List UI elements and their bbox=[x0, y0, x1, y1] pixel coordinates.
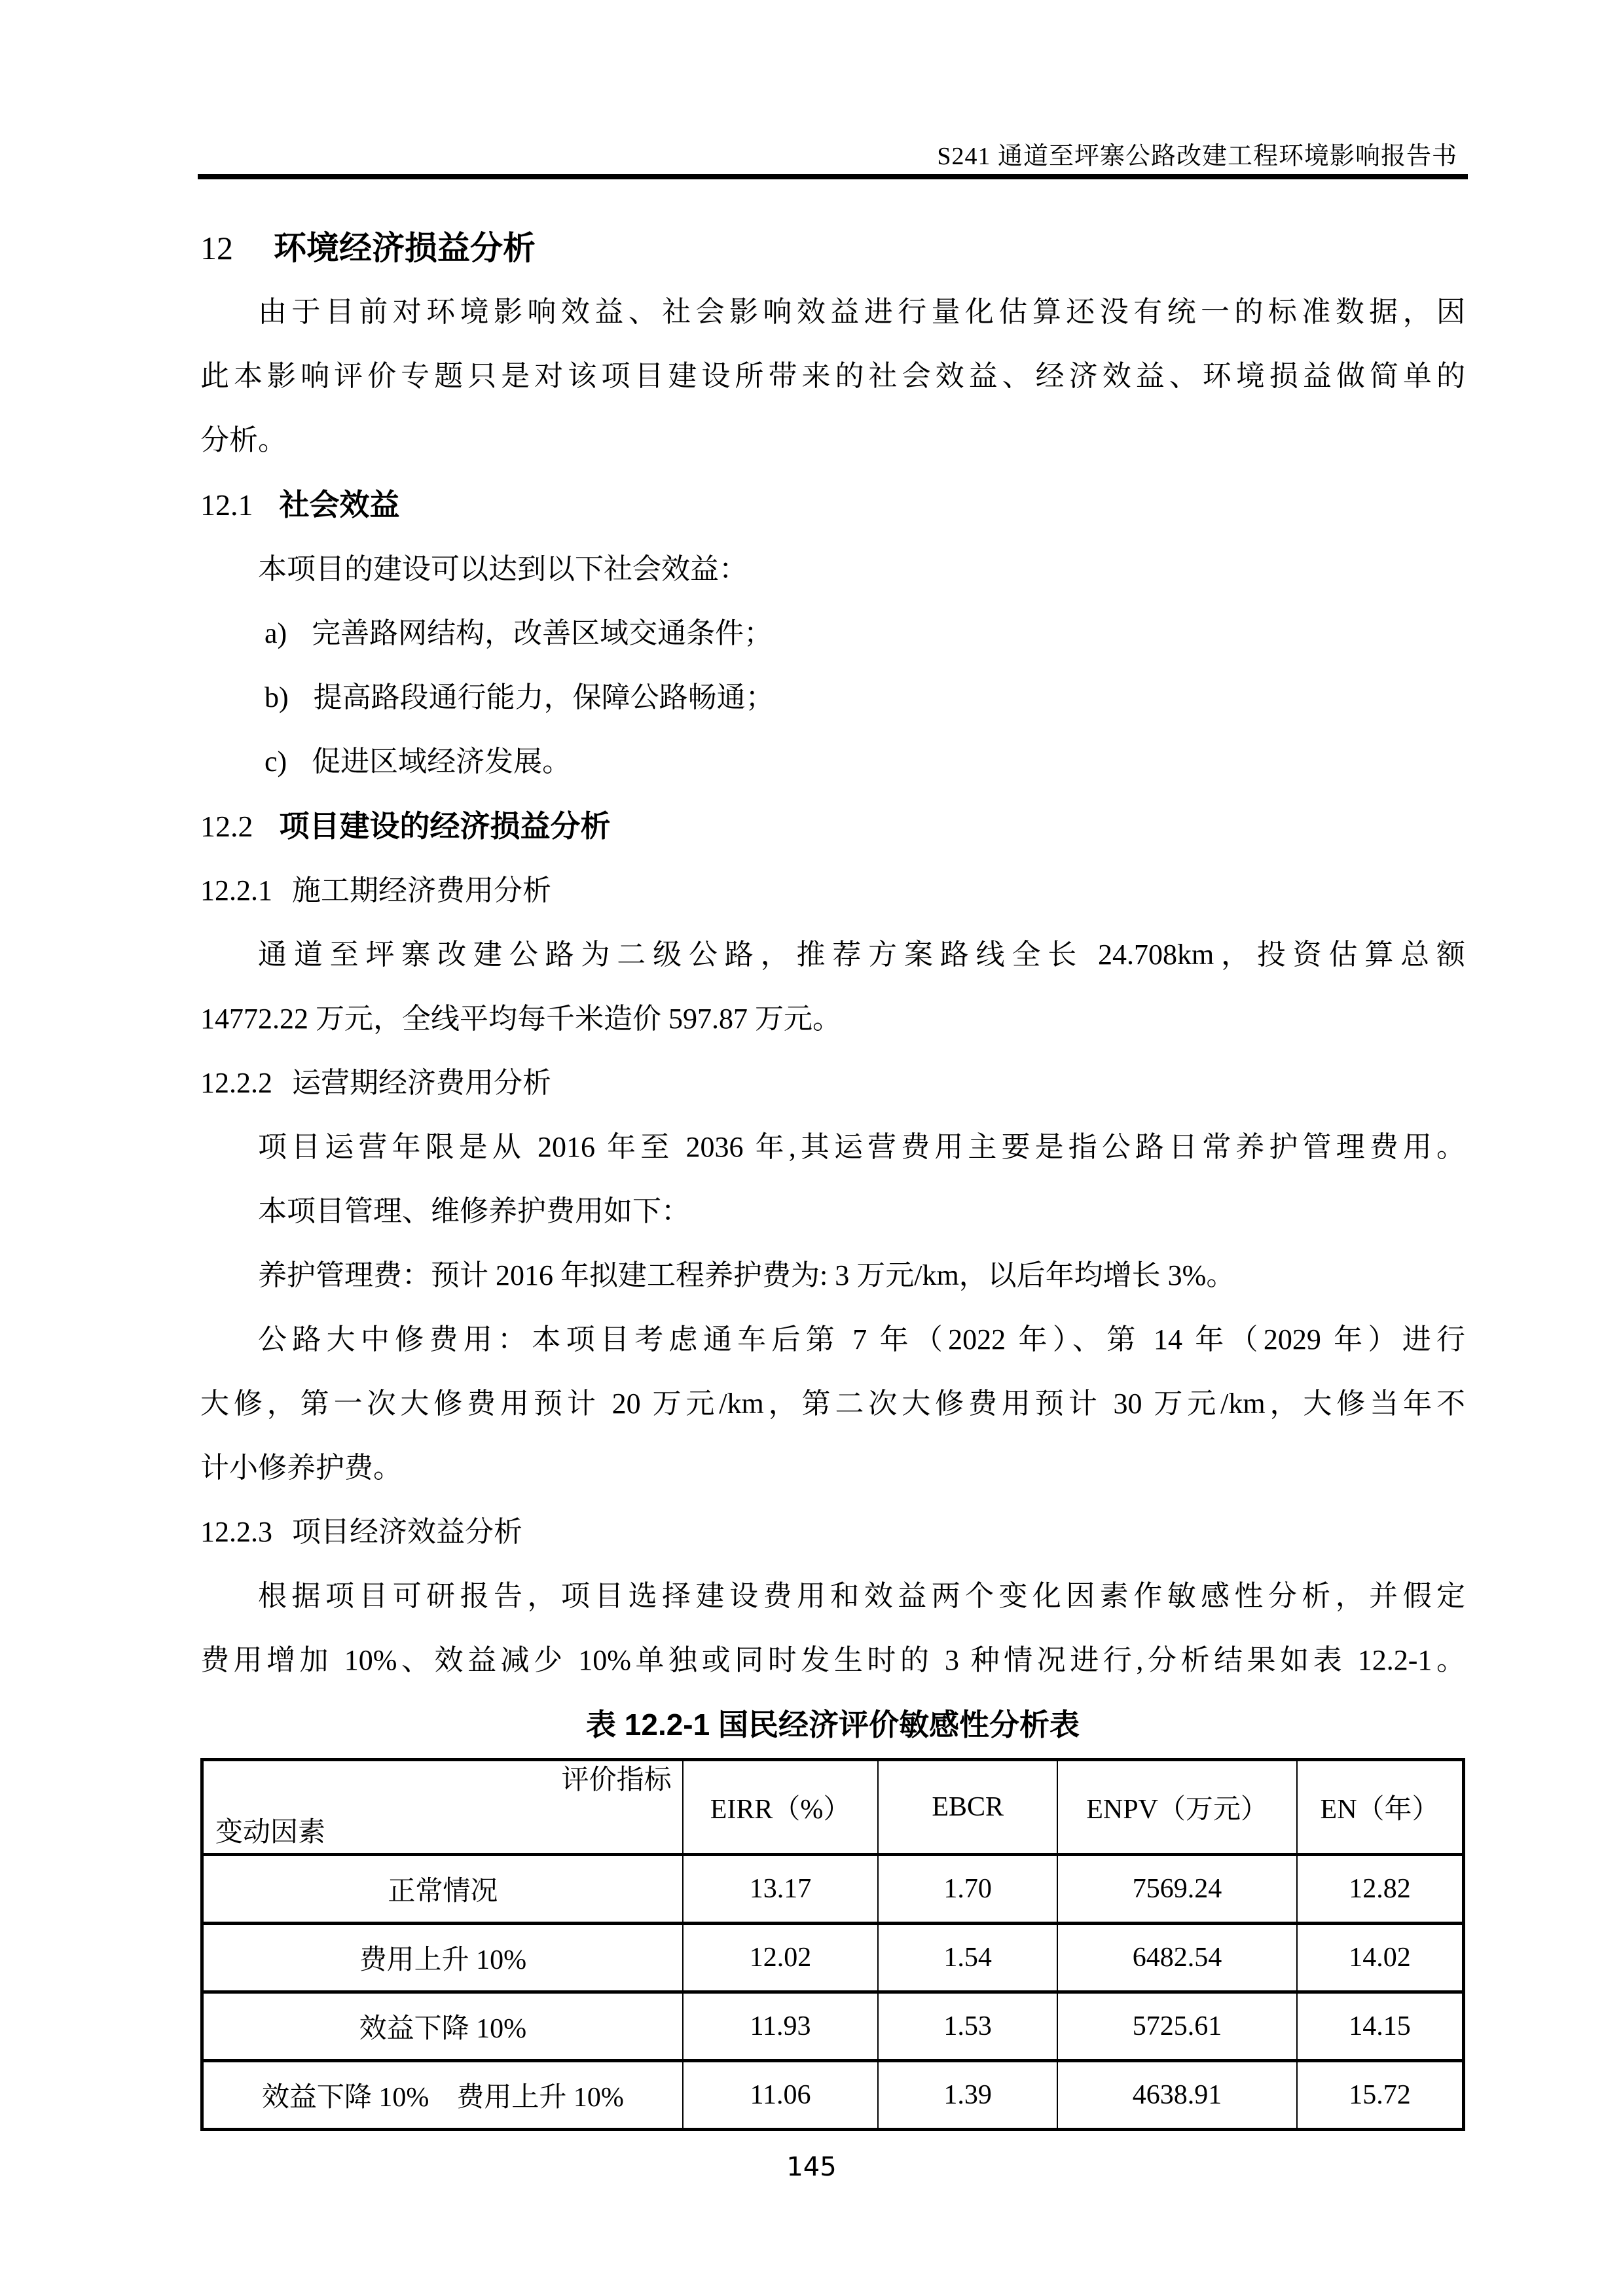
paragraph-line: 项目运营年限是从 2016 年至 2036 年,其运营费用主要是指公路日常养护管理费用。 bbox=[258, 1131, 1465, 1163]
paragraph-line: 养护管理费：预计 2016 年拟建工程养护费为: 3 万元/km，以后年均增长 3%。 bbox=[258, 1259, 1235, 1291]
corner-label-indicator: 评价指标 bbox=[561, 1765, 672, 1795]
cell-eirr: 12.02 bbox=[683, 1924, 879, 1992]
heading-12-2 bbox=[200, 794, 1465, 859]
header-rule bbox=[198, 174, 1468, 179]
heading-text: 施工期经济费用分析 bbox=[292, 874, 551, 906]
cell-ebcr: 1.54 bbox=[878, 1924, 1057, 1992]
cell-ebcr: 1.53 bbox=[878, 1992, 1057, 2061]
paragraph-line: 14772.22 万元，全线平均每千米造价 597.87 万元。 bbox=[200, 1003, 841, 1035]
column-header-en: EN（年） bbox=[1297, 1760, 1463, 1855]
document-body bbox=[200, 216, 1465, 2131]
cell-factor: 费用上升 10% bbox=[202, 1924, 683, 1992]
cell-en: 12.82 bbox=[1297, 1855, 1463, 1924]
paragraph-line: 此本影响评价专题只是对该项目建设所带来的社会效益、经济效益、环境损益做简单的 bbox=[200, 360, 1465, 392]
cell-factor: 效益下降 10% 费用上升 10% bbox=[202, 2061, 683, 2130]
heading-12-1 bbox=[200, 473, 1465, 537]
cell-ebcr: 1.70 bbox=[878, 1855, 1057, 1924]
sensitivity-analysis-table bbox=[200, 1758, 1465, 2131]
table-row bbox=[202, 2061, 1464, 2130]
cell-en: 14.02 bbox=[1297, 1924, 1463, 1992]
cell-eirr: 11.06 bbox=[683, 2061, 879, 2130]
heading-number: 12.2 bbox=[200, 810, 253, 843]
list-item-label: c) bbox=[264, 745, 287, 778]
list-item-a bbox=[200, 601, 1465, 666]
cell-factor: 正常情况 bbox=[202, 1855, 683, 1924]
heading-12 bbox=[200, 216, 1465, 280]
heading-text: 社会效益 bbox=[279, 488, 400, 522]
heading-number: 12 bbox=[200, 230, 233, 266]
cell-eirr: 11.93 bbox=[683, 1992, 879, 2061]
paragraph-line: 公路大中修费用：本项目考虑通车后第 7 年（2022 年）、第 14 年（2029 年）进行 bbox=[258, 1323, 1465, 1355]
page-number: 145 bbox=[786, 2152, 837, 2182]
cell-eirr: 13.17 bbox=[683, 1855, 879, 1924]
heading-number: 12.1 bbox=[200, 488, 253, 522]
column-header-ebcr: EBCR bbox=[878, 1760, 1057, 1855]
paragraph-line: 计小修养护费。 bbox=[200, 1452, 402, 1484]
table-row bbox=[202, 1924, 1464, 1992]
paragraph-line: 大修，第一次大修费用预计 20 万元/km，第二次大修费用预计 30 万元/km，大修当年不 bbox=[200, 1388, 1465, 1420]
cell-factor: 效益下降 10% bbox=[202, 1992, 683, 2061]
cell-en: 14.15 bbox=[1297, 1992, 1463, 2061]
cell-enpv: 4638.91 bbox=[1057, 2061, 1297, 2130]
list-item-b bbox=[200, 666, 1465, 730]
heading-text: 项目建设的经济损益分析 bbox=[279, 809, 611, 843]
corner-cell-content bbox=[208, 1761, 678, 1853]
heading-text: 项目经济效益分析 bbox=[292, 1516, 522, 1548]
paragraph-line: 由于目前对环境影响效益、社会影响效益进行量化估算还没有统一的标准数据，因 bbox=[258, 296, 1465, 328]
table-corner-cell bbox=[202, 1760, 683, 1855]
paragraph-line: 根据项目可研报告，项目选择建设费用和效益两个变化因素作敏感性分析，并假定 bbox=[258, 1580, 1465, 1612]
heading-12-2-3 bbox=[200, 1500, 1465, 1564]
heading-text: 运营期经济费用分析 bbox=[292, 1067, 551, 1099]
heading-12-2-2 bbox=[200, 1051, 1465, 1115]
table-row bbox=[202, 1855, 1464, 1924]
cell-en: 15.72 bbox=[1297, 2061, 1463, 2130]
paragraph-line: 通道至坪寨改建公路为二级公路，推荐方案路线全长 24.708km，投资估算总额 bbox=[258, 939, 1465, 971]
cell-enpv: 6482.54 bbox=[1057, 1924, 1297, 1992]
column-header-enpv: ENPV（万元） bbox=[1057, 1760, 1297, 1855]
cell-ebcr: 1.39 bbox=[878, 2061, 1057, 2130]
cell-enpv: 7569.24 bbox=[1057, 1855, 1297, 1924]
list-item-text: 促进区域经济发展。 bbox=[312, 745, 572, 778]
list-item-label: a) bbox=[264, 617, 287, 649]
cell-enpv: 5725.61 bbox=[1057, 1992, 1297, 2061]
table-row bbox=[202, 1992, 1464, 2061]
paragraph-line: 本项目的建设可以达到以下社会效益： bbox=[258, 553, 748, 585]
paragraph-line: 本项目管理、维修养护费用如下： bbox=[258, 1195, 690, 1227]
page-header-title: S241 通道至坪寨公路改建工程环境影响报告书 bbox=[937, 143, 1457, 170]
paragraph-line: 分析。 bbox=[200, 424, 287, 456]
heading-text: 环境经济损益分析 bbox=[274, 230, 536, 266]
paragraph-line: 费用增加 10%、效益减少 10%单独或同时发生时的 3 种情况进行,分析结果如表 12.2-1。 bbox=[200, 1644, 1465, 1676]
corner-label-factor: 变动因素 bbox=[215, 1818, 326, 1848]
heading-number: 12.2.1 bbox=[200, 874, 272, 906]
list-item-text: 提高路段通行能力，保障公路畅通； bbox=[313, 681, 775, 713]
list-item-label: b) bbox=[264, 681, 289, 713]
table-title: 表 12.2-1 国民经济评价敏感性分析表 bbox=[586, 1708, 1080, 1742]
heading-12-2-1 bbox=[200, 859, 1465, 923]
list-item-text: 完善路网结构，改善区域交通条件； bbox=[312, 617, 773, 649]
table-header-row bbox=[202, 1760, 1464, 1855]
heading-number: 12.2.2 bbox=[200, 1067, 272, 1099]
list-item-c bbox=[200, 730, 1465, 794]
column-header-eirr: EIRR（%） bbox=[683, 1760, 879, 1855]
heading-number: 12.2.3 bbox=[200, 1516, 272, 1548]
